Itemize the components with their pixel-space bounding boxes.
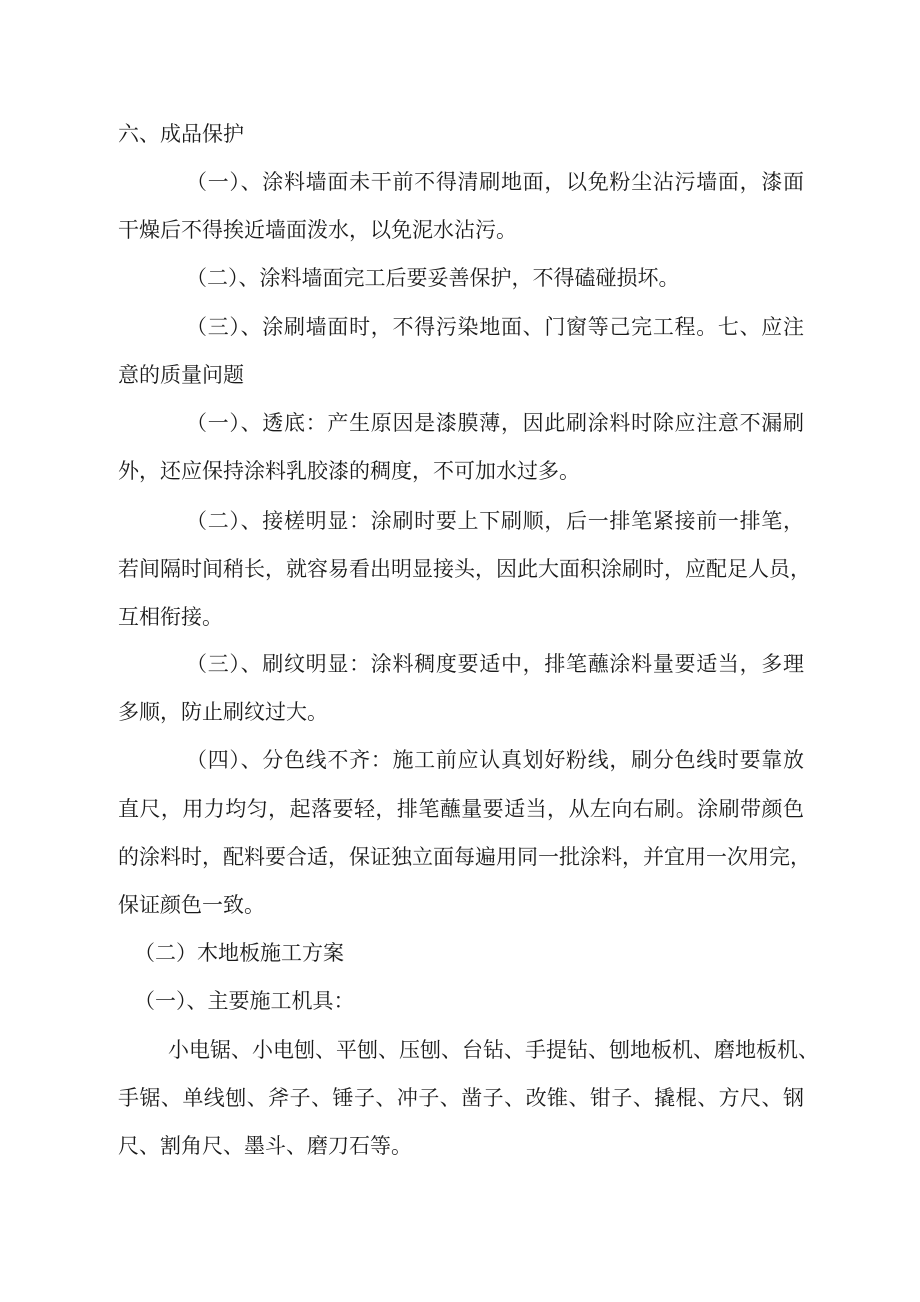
paragraph-line: （二）、涂料墙面完工后要妥善保护，不得磕碰损坏。 [186, 266, 680, 290]
paragraph-line: 多顺，防止刷纹过大。 [118, 700, 328, 724]
paragraph-line: 直尺，用力均匀，起落要轻，排笔蘸量要适当，从左向右刷。涂刷带颜色 [118, 797, 804, 821]
paragraph-line: 互相衔接。 [118, 605, 223, 629]
paragraph-line: 的涂料时，配料要合适，保证独立面每遍用同一批涂料，并宜用一次用完， [118, 845, 811, 869]
paragraph-line: （三）、刷纹明显：涂料稠度要适中，排笔蘸涂料量要适当，多理 [186, 652, 804, 676]
subsection-heading-main-tools: （一）、主要施工机具： [134, 989, 355, 1013]
paragraph-line: 若间隔时间稍长，就容易看出明显接头，因此大面积涂刷时，应配足人员， [118, 557, 811, 581]
paragraph-line: （四）、分色线不齐：施工前应认真划好粉线，刷分色线时要靠放 [186, 748, 804, 772]
paragraph-line: （三）、涂刷墙面时，不得污染地面、门窗等己完工程。七、应注 [186, 315, 804, 339]
section-heading-wood-floor-plan: （二）木地板施工方案 [134, 941, 344, 965]
paragraph-line: 外，还应保持涂料乳胶漆的稠度，不可加水过多。 [118, 459, 580, 483]
paragraph-line: 手锯、单线刨、斧子、锤子、冲子、凿子、改锥、钳子、撬棍、方尺、钢 [118, 1086, 804, 1110]
paragraph-line: 尺、割角尺、墨斗、磨刀石等。 [118, 1134, 412, 1158]
paragraph-line: （一）、透底：产生原因是漆膜薄，因此刷涂料时除应注意不漏刷 [186, 411, 804, 435]
paragraph-line: （一）、涂料墙面未干前不得清刷地面，以免粉尘沾污墙面，漆面 [186, 170, 804, 194]
section-heading-finished-product-protection: 六、成品保护 [118, 122, 244, 146]
paragraph-line: （二）、接槎明显：涂刷时要上下刷顺，后一排笔紧接前一排笔， [186, 509, 804, 533]
section-heading-quality-issues: 意的质量问题 [118, 363, 244, 387]
paragraph-line: 干燥后不得挨近墙面泼水，以免泥水沾污。 [118, 218, 517, 242]
paragraph-line: 小电锯、小电刨、平刨、压刨、台钻、手提钻、刨地板机、磨地板机、 [168, 1038, 819, 1062]
paragraph-line: 保证颜色一致。 [118, 893, 265, 917]
